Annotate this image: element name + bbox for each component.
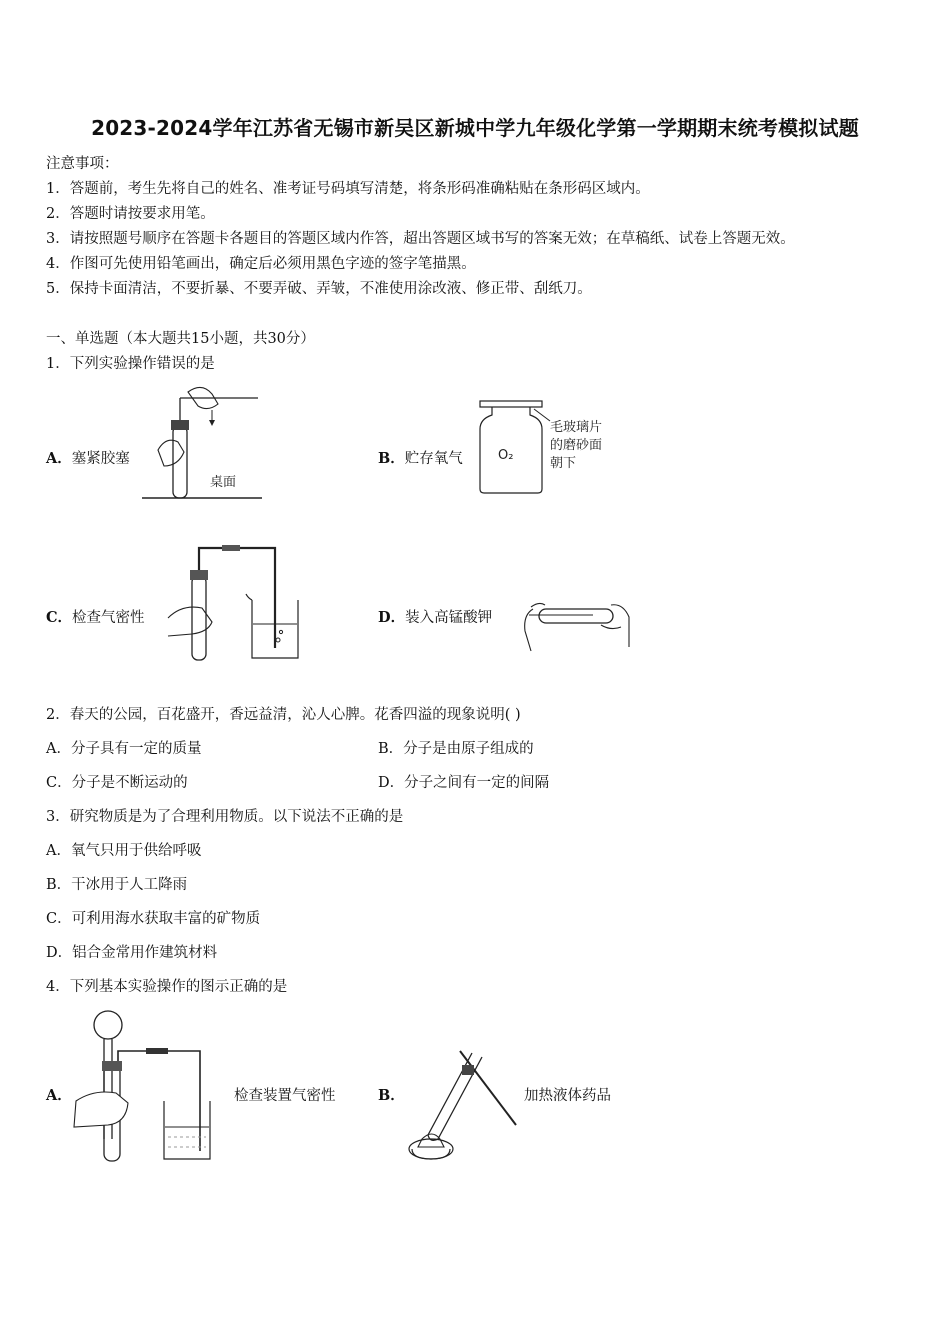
option-letter: D． (378, 609, 406, 626)
option-a: A．分子具有一定的质量 (46, 741, 202, 757)
figure-gas-jar (470, 395, 630, 500)
option-d: D．分子之间有一定的间隔 (378, 775, 550, 791)
question-stem: 3．研究物质是为了合理利用物质。以下说法不正确的是 (46, 809, 404, 825)
notice-item: 5．保持卡面清洁，不要折暴、不要弄破、弄皱，不准使用涂改液、修正带、刮纸刀。 (46, 281, 592, 297)
option-b (378, 447, 463, 468)
option-c: C．可利用海水获取丰富的矿物质 (46, 911, 261, 927)
option-letter: B． (378, 1087, 405, 1104)
option-b: B．分子是由原子组成的 (378, 741, 534, 757)
question-stem: 1．下列实验操作错误的是 (46, 356, 215, 372)
option-letter: C． (46, 609, 73, 626)
option-text: 检查装置气密性 (234, 1088, 336, 1104)
notice-item: 4．作图可先使用铅笔画出，确定后必须用黑色字迹的签字笔描黑。 (46, 256, 476, 272)
notice-item: 3．请按照题号顺序在答题卡各题目的答题区域内作答，超出答题区域书写的答案无效；在草稿纸、试卷上答题无效。 (46, 231, 795, 247)
option-letter: A． (46, 450, 72, 467)
option-letter: B． (378, 450, 405, 467)
page-title: 2023-2024学年江苏省无锡市新吴区新城中学九年级化学第一学期期末统考模拟试题 (91, 116, 859, 140)
figure-note: 朝下 (550, 456, 577, 471)
notice-item: 1．答题前，考生先将自己的姓名、准考证号码填写清楚，将条形码准确粘贴在条形码区域内。 (46, 181, 650, 197)
figure-funnel-airtight (72, 1005, 232, 1165)
option-text: 装入高锰酸钾 (405, 610, 493, 626)
figure-label: 桌面 (210, 475, 237, 490)
question-stem: 4．下列基本实验操作的图示正确的是 (46, 979, 288, 995)
figure-insert-stopper (140, 380, 265, 505)
section-heading: 一、单选题（本大题共15小题，共30分） (46, 331, 315, 347)
option-a: A．氧气只用于供给呼吸 (46, 843, 202, 859)
option-letter: A． (46, 1087, 72, 1104)
figure-note: 毛玻璃片 (550, 420, 603, 435)
figure-load-kmno4 (515, 595, 635, 657)
option-c (46, 606, 145, 627)
option-d: D．铝合金常用作建筑材料 (46, 945, 218, 961)
figure-heat-liquid (400, 1045, 520, 1165)
notice-item: 2．答题时请按要求用笔。 (46, 206, 215, 222)
option-b: B．干冰用于人工降雨 (46, 877, 188, 893)
option-c: C．分子是不断运动的 (46, 775, 188, 791)
option-text: 检查气密性 (72, 610, 145, 626)
formula-o2: O₂ (498, 448, 514, 463)
option-text: 贮存氧气 (404, 451, 463, 467)
option-text: 加热液体药品 (524, 1088, 611, 1104)
option-d (378, 606, 492, 627)
figure-note: 的磨砂面 (550, 438, 603, 453)
notice-heading: 注意事项： (46, 156, 119, 172)
option-a (46, 447, 130, 468)
figure-airtight-check (160, 540, 305, 665)
question-stem: 2．春天的公园，百花盛开，香远益清，沁人心脾。花香四溢的现象说明( ) (46, 707, 521, 723)
option-text: 塞紧胶塞 (71, 451, 130, 467)
